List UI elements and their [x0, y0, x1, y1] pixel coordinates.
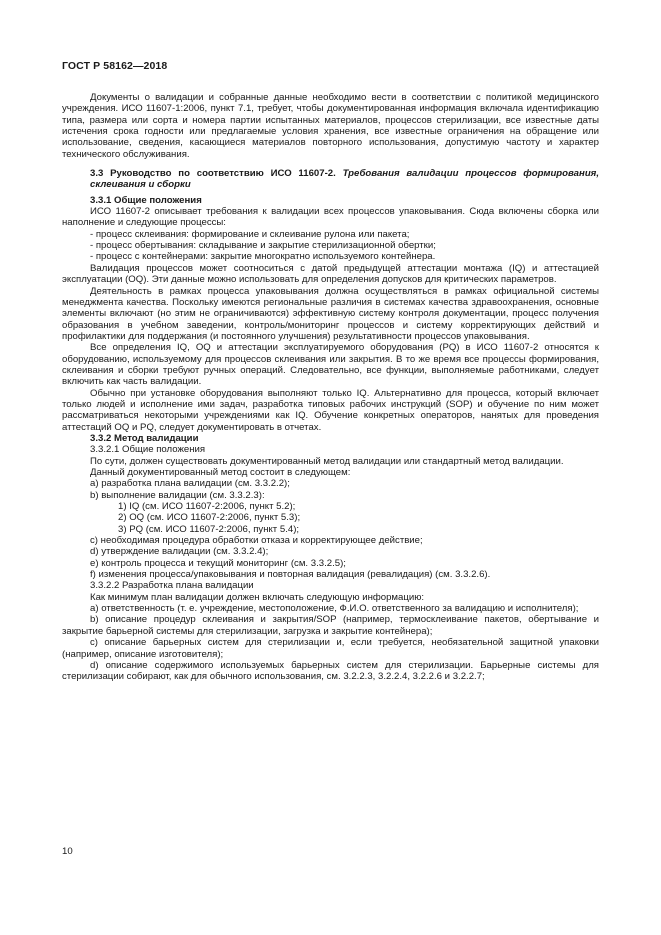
paragraph: Обычно при установке оборудования выполняют только IQ. Альтернативно для процесса, который включает только людей и исполнение ими задач, разработка типовых рабочих инструкций (SOP) и обучение по ним может рассматриваться некоторыми учреждениями как IQ. Обучение конкретных операторов, нанятых для проведения аттестаций OQ и PQ, следует документировать в отчетах. [62, 387, 599, 433]
subsection-heading-331: 3.3.1 Общие положения [90, 194, 202, 206]
list-paragraph: b) описание процедур склеивания и закрытия/SOP (например, термосклеивание пакетов, обертывание и закрытие барьерной системы для стерилизации, загрузка и закрытие контейнера); [62, 614, 599, 637]
list-paragraph: a) ответственность (т. е. учреждение, местоположение, Ф.И.О. ответственного за валидацию и исполнителя); [90, 603, 579, 615]
page-number: 10 [62, 846, 73, 857]
paragraph: Как минимум план валидации должен включать следующую информацию: [90, 591, 425, 603]
paragraph: Деятельность в рамках процесса упаковывания должна осуществляться в рамках официальной системы менеджмента качества. Поскольку имеются региональные различия в системах качества здравоохранения, основные элементы включают (но этим не ограничиваются) эффективную систему контроля документации, процесс получения образования в учебном заведении, контроль/мониторинг процессов и систему корректирующих действий и профилактики для поддержания (и постоянного улучшения) результативности процессов упаковывания. [62, 285, 599, 342]
list-item: - процесс обертывания: складывание и закрытие стерилизационной обертки; [90, 240, 436, 252]
section-title-bold: Руководство по соответствию ИСО 11607-2. [110, 168, 336, 180]
sublist-item: 3) PQ (см. ИСО 11607-2:2006, пункт 5.4); [118, 523, 300, 535]
section-title-italic: Требования валидации процессов формирования, склеивания и сборки [90, 168, 599, 191]
list-item: a) разработка плана валидации (см. 3.3.2.2); [90, 478, 290, 490]
document-header: ГОСТ Р 58162—2018 [62, 60, 168, 72]
paragraph: По сути, должен существовать документированный метод валидации или стандартный метод валидации. [90, 455, 564, 467]
list-item: f) изменения процесса/упаковывания и повторная валидация (ревалидация) (см. 3.3.2.6). [90, 569, 491, 581]
list-paragraph: d) описание содержимого используемых барьерных систем для стерилизации. Барьерные системы для стерилизации собирают, как для обычного использования, см. 3.2.2.3, 3.2.2.4, 3.2.2.6 и 3.2.2.7; [62, 659, 599, 683]
intro-paragraph: Документы о валидации и собранные данные необходимо вести в соответствии с политикой медицинского учреждения. ИСО 11607-1:2006, пункт 7.1, требует, чтобы документированная информация включала идентификацию типа, размера или сорта и номера партии испытанных материалов, процессов стерилизации, все известные даты истечения срока годности или предлагаемые условия хранения, все известные ограничения на обращение или использование, сведения, касающиеся материалов повторного использования, допустимую частоту и характер технического обслуживания. [62, 92, 599, 160]
list-item: d) утверждение валидации (см. 3.3.2.4); [90, 546, 269, 558]
list-item: e) контроль процесса и текущий мониторинг (см. 3.3.2.5); [90, 557, 346, 569]
document-body [62, 92, 599, 683]
list-paragraph: c) описание барьерных систем для стерилизации и, если требуется, необязательной защитной упаковки (например, описание изготовителя); [62, 637, 599, 660]
section-number: 3.3 [90, 168, 104, 180]
sublist-item: 1) IQ (см. ИСО 11607-2:2006, пункт 5.2); [118, 501, 296, 513]
paragraph: ИСО 11607-2 описывает требования к валидации всех процессов упаковывания. Сюда включены сборка или наполнение и следующие процессы: [62, 206, 599, 229]
list-item: c) необходимая процедура обработки отказа и корректирующее действие; [90, 535, 423, 547]
sublist-item: 2) OQ (см. ИСО 11607-2:2006, пункт 5.3); [118, 512, 301, 524]
clause-heading: 3.3.2.1 Общие положения [90, 444, 206, 456]
subsection-heading-332: 3.3.2 Метод валидации [90, 432, 199, 444]
paragraph: Все определения IQ, OQ и аттестации эксплуатируемого оборудования (PQ) в ИСО 11607-2 относятся к оборудованию, используемому для процессов склеивания или закрытия. В то же время все процессы формирования, склеивания и сборки требуют ручных операций. Следовательно, все функции, выполняемые работниками, следует включить как часть валидации. [62, 342, 599, 388]
paragraph: Валидация процессов может соотноситься с датой предыдущей аттестации монтажа (IQ) и аттестацией эксплуатации (OQ). Эти данные можно использовать для определения допусков для критических параметров. [62, 262, 599, 286]
section-heading [62, 168, 599, 191]
clause-heading: 3.3.2.2 Разработка плана валидации [90, 580, 254, 592]
list-item: - процесс с контейнерами: закрытие многократно используемого контейнера. [90, 251, 436, 263]
paragraph: Данный документированный метод состоит в следующем: [90, 467, 351, 478]
list-item: - процесс склеивания: формирование и склеивание рулона или пакета; [90, 228, 410, 240]
list-item: b) выполнение валидации (см. 3.3.2.3): [90, 489, 265, 501]
